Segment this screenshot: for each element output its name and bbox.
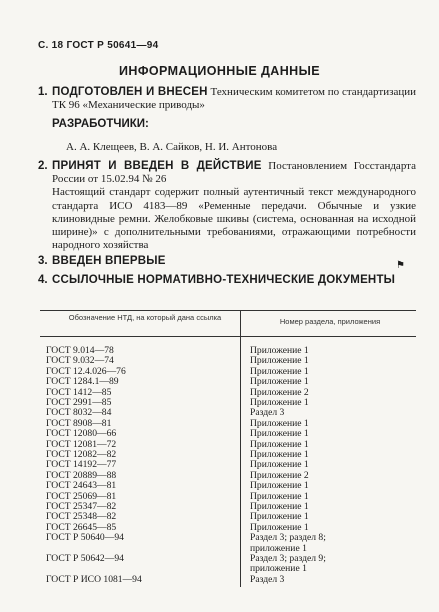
page-title: ИНФОРМАЦИОННЫЕ ДАННЫЕ bbox=[119, 64, 320, 78]
table-cell-designation: ГОСТ 12081—72 bbox=[46, 438, 117, 450]
section-3 bbox=[38, 255, 416, 271]
table-cell-section: Приложение 1 bbox=[250, 511, 309, 523]
table-cell-section: Приложение 2 bbox=[250, 469, 309, 481]
table-cell-designation: ГОСТ 25347—82 bbox=[46, 501, 117, 512]
table-cell-section: Приложение 1 bbox=[250, 365, 309, 377]
table-column-divider bbox=[240, 336, 241, 587]
table-cell-section: Приложение 1 bbox=[250, 355, 309, 367]
section-2-body bbox=[52, 160, 416, 186]
table-cell-designation: ГОСТ 9.014—78 bbox=[46, 345, 114, 356]
section-1 bbox=[38, 86, 416, 112]
table-cell-section: Приложение 1 bbox=[250, 376, 309, 388]
table-header-section: Номер раздела, приложения bbox=[279, 317, 381, 326]
table-cell-section-cont: приложение 1 bbox=[250, 563, 307, 575]
table-cell-section: Приложение 1 bbox=[250, 459, 309, 471]
table-cell-designation: ГОСТ 25069—81 bbox=[46, 490, 117, 502]
table-cell-section: Приложение 1 bbox=[250, 345, 309, 356]
section-1-heading: ПОДГОТОВЛЕН И ВНЕСЕН bbox=[52, 86, 208, 98]
flag-mark-icon: ⚑ bbox=[396, 260, 405, 271]
table-cell-designation: ГОСТ Р 50640—94 bbox=[46, 532, 124, 544]
table-cell-section-cont: приложение 1 bbox=[250, 542, 307, 554]
table-cell-designation: ГОСТ 26645—85 bbox=[46, 521, 117, 533]
section-2 bbox=[38, 160, 416, 252]
page-header: С. 18 ГОСТ Р 50641—94 bbox=[38, 40, 159, 51]
section-3-number: 3. bbox=[38, 255, 48, 267]
section-2-paragraph: Настоящий стандарт содержит полный аутентичный текст международного стандарта ИСО 4183—89 «Ременные передачи. Обычные и узкие клиновидные ремни. Желобковые шкивы (система, основанная на исходной ширине)» с дополнительными требованиями, отражающими потребности народного хозяйства bbox=[52, 186, 416, 252]
table-cell-designation: ГОСТ 2991—85 bbox=[46, 397, 112, 408]
table-cell-designation: ГОСТ 24643—81 bbox=[46, 480, 117, 492]
section-2-heading: ПРИНЯТ И ВВЕДЕН В ДЕЙСТВИЕ bbox=[52, 160, 262, 172]
table-cell-designation: ГОСТ 8032—84 bbox=[46, 407, 112, 419]
table-cell-section: Раздел 3 bbox=[250, 573, 285, 585]
table-cell-designation: ГОСТ 25348—82 bbox=[46, 511, 117, 523]
section-2-text: Постановлением Госстандарта России от 15.02.94 № 26 bbox=[52, 160, 416, 186]
table-cell-section: Приложение 1 bbox=[250, 480, 309, 492]
table-cell-designation: ГОСТ 12082—82 bbox=[46, 449, 117, 460]
section-1-body bbox=[52, 86, 416, 112]
table-cell-section: Приложение 2 bbox=[250, 386, 309, 398]
table-cell-designation: ГОСТ 12.4.026—76 bbox=[46, 365, 126, 377]
table-header-divider bbox=[240, 310, 241, 336]
table-cell-designation: ГОСТ Р 50642—94 bbox=[46, 553, 124, 564]
table-cell-designation: ГОСТ 12080—66 bbox=[46, 428, 117, 440]
table-header-designation: Обозначение НТД, на который дана ссылка bbox=[68, 313, 222, 322]
section-4-number: 4. bbox=[38, 274, 48, 286]
table-cell-section: Приложение 1 bbox=[250, 501, 309, 512]
table-cell-designation: ГОСТ 8908—81 bbox=[46, 417, 112, 429]
table-cell-section: Приложение 1 bbox=[250, 428, 309, 440]
developers-names: А. А. Клещеев, В. А. Сайков, Н. И. Антонова bbox=[66, 141, 278, 153]
developers-heading: РАЗРАБОТЧИКИ: bbox=[52, 118, 149, 130]
table-cell-designation: ГОСТ 1284.1—89 bbox=[46, 376, 119, 388]
table-cell-designation: ГОСТ 1412—85 bbox=[46, 386, 112, 398]
section-3-heading: ВВЕДЕН ВПЕРВЫЕ bbox=[52, 255, 166, 267]
table-cell-designation: ГОСТ Р ИСО 1081—94 bbox=[46, 573, 142, 585]
table-cell-designation: ГОСТ 20889—88 bbox=[46, 469, 117, 481]
table-cell-section: Приложение 1 bbox=[250, 397, 309, 408]
table-cell-designation: ГОСТ 14192—77 bbox=[46, 459, 117, 471]
table-cell-section: Раздел 3; раздел 9; bbox=[250, 553, 326, 564]
section-1-text: Техническим комитетом по стандартизации ТК 96 «Механические приводы» bbox=[52, 86, 416, 112]
table-cell-section: Приложение 1 bbox=[250, 490, 309, 502]
section-2-number: 2. bbox=[38, 160, 48, 172]
table-cell-section: Приложение 1 bbox=[250, 417, 309, 429]
table-cell-section: Раздел 3 bbox=[250, 407, 285, 419]
section-4-heading: ССЫЛОЧНЫЕ НОРМАТИВНО-ТЕХНИЧЕСКИЕ ДОКУМЕНТЫ bbox=[52, 274, 396, 286]
table-cell-section: Раздел 3; раздел 8; bbox=[250, 532, 326, 544]
table-cell-designation: ГОСТ 9.032—74 bbox=[46, 355, 114, 367]
table-top-rule bbox=[40, 310, 416, 311]
section-1-number: 1. bbox=[38, 86, 48, 98]
table-cell-section: Приложение 1 bbox=[250, 449, 309, 460]
section-4 bbox=[38, 274, 416, 287]
table-cell-section: Приложение 1 bbox=[250, 521, 309, 533]
table-cell-section: Приложение 1 bbox=[250, 438, 309, 450]
table-header-rule bbox=[40, 336, 416, 337]
